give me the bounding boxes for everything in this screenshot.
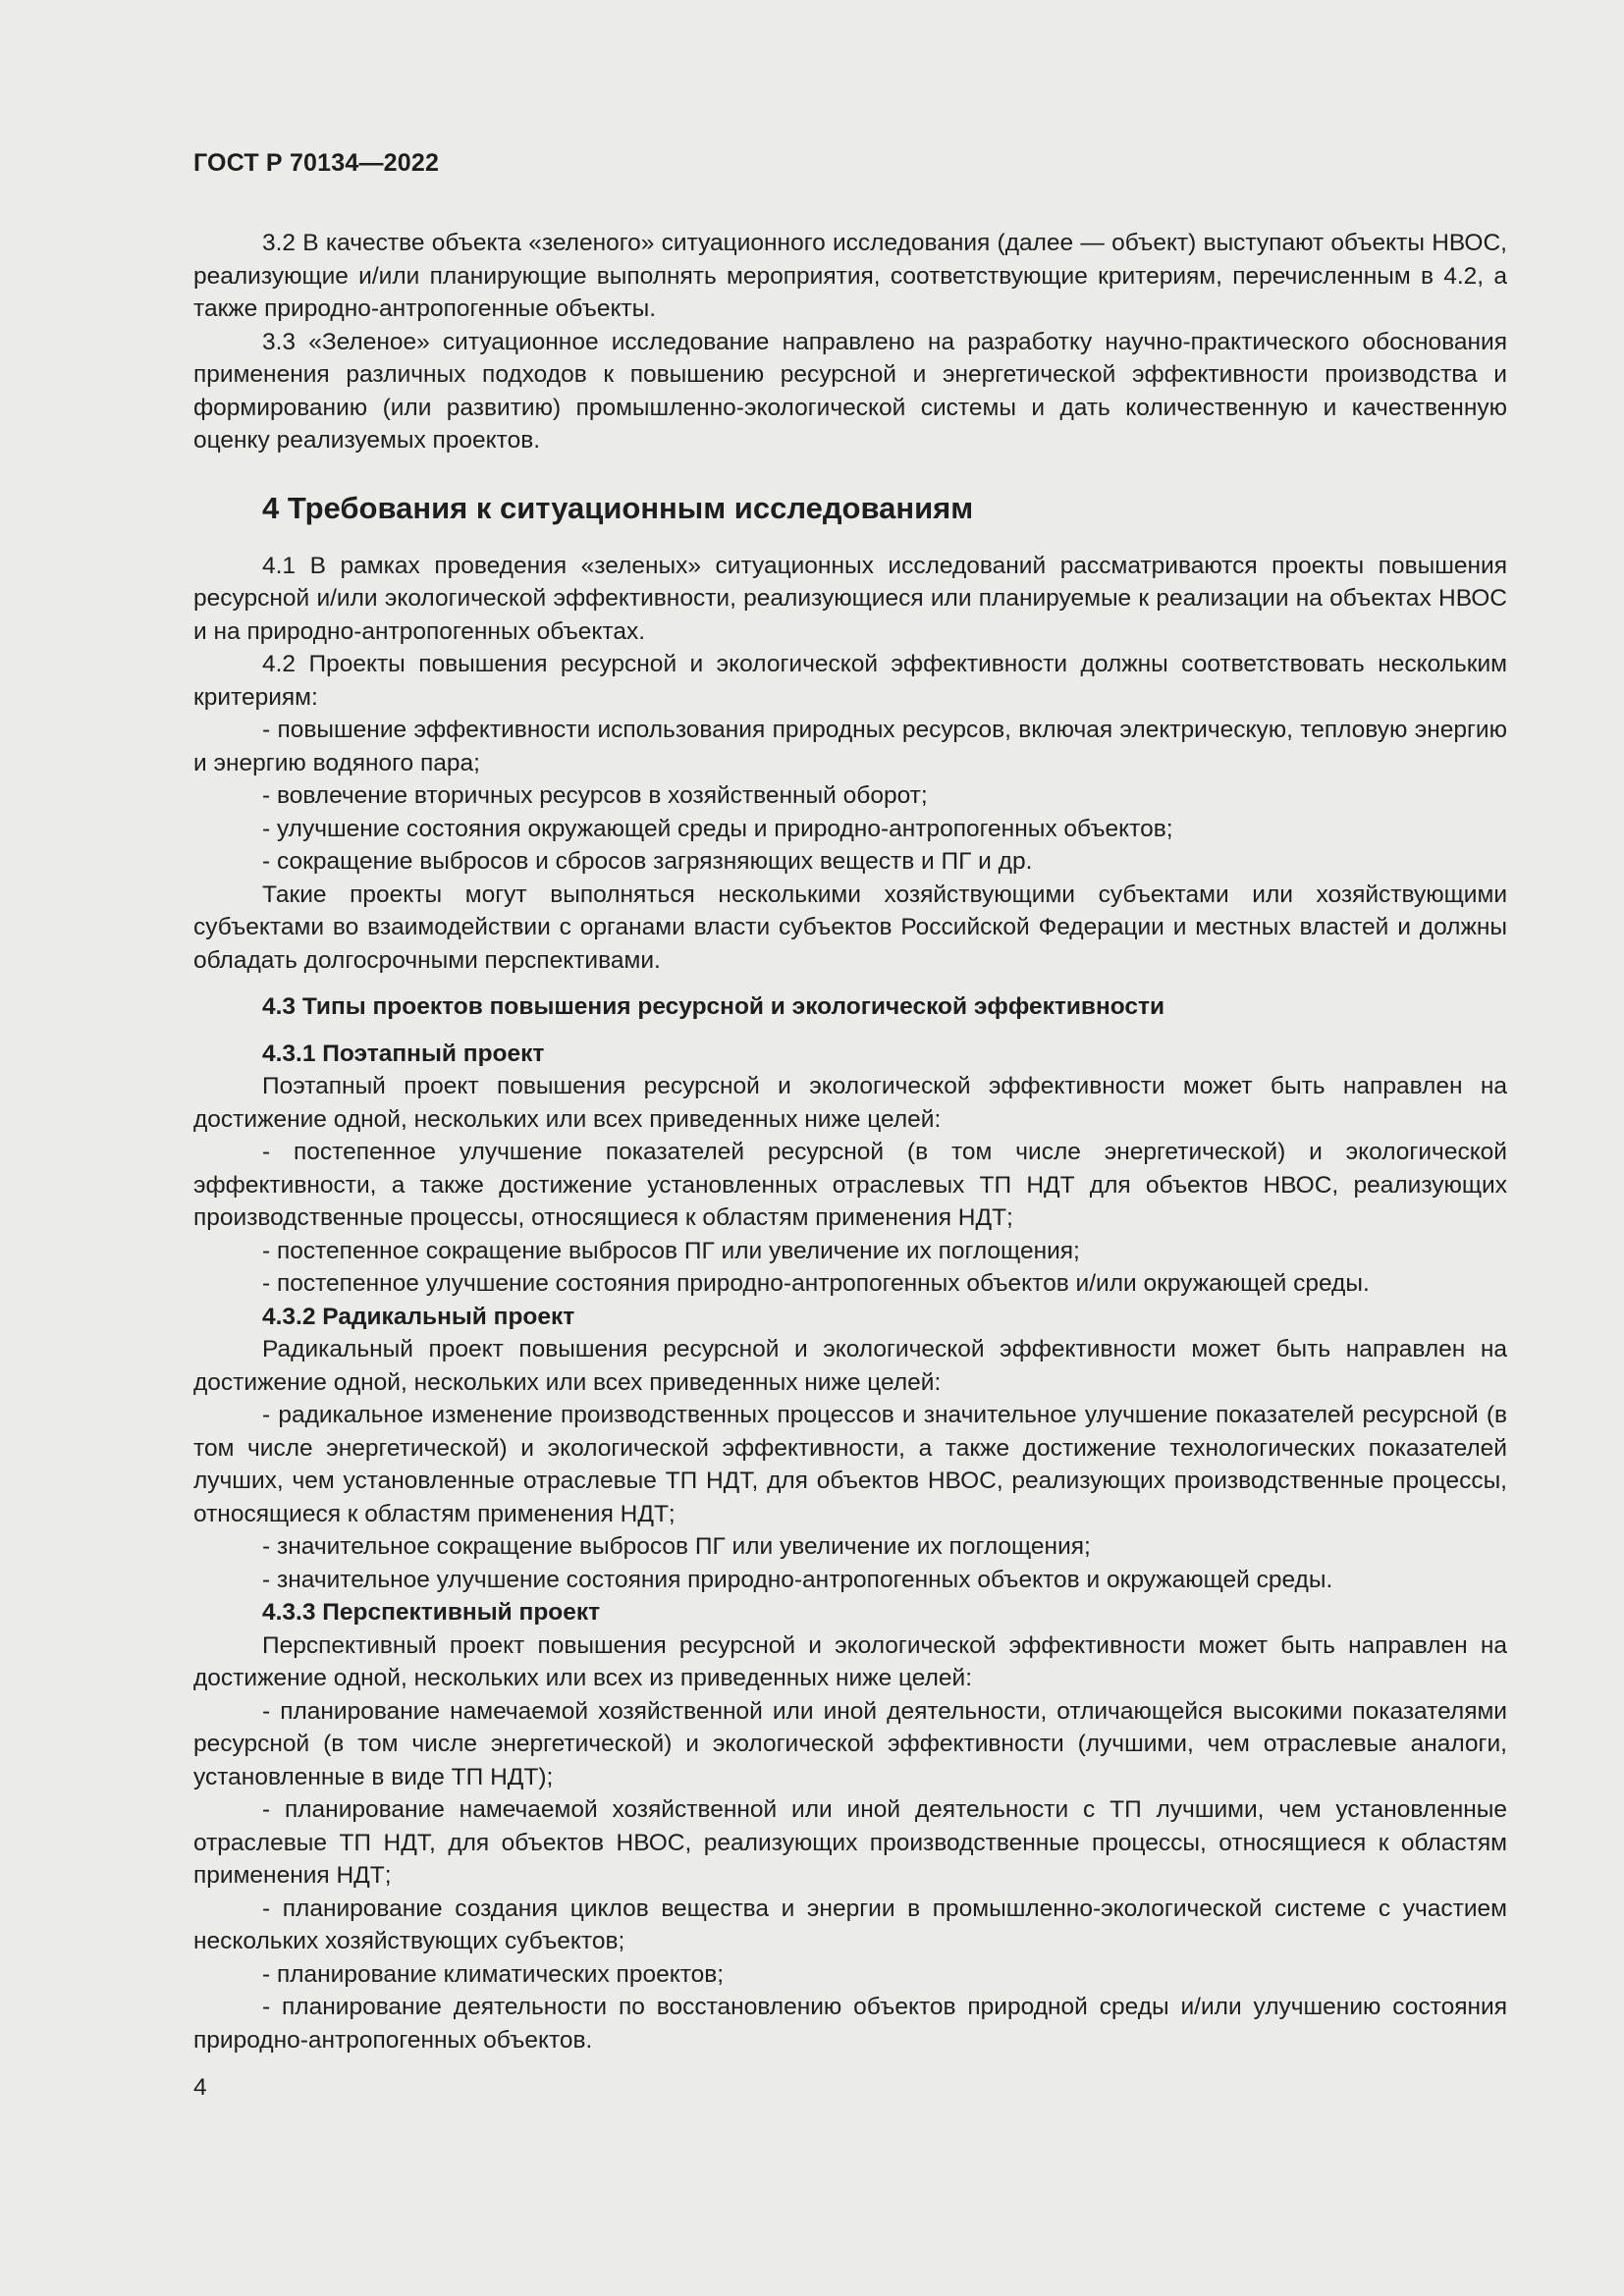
list-item: - значительное сокращение выбросов ПГ или увеличение их поглощения; [262,1533,1091,1560]
paragraph-4-1: 4.1 В рамках проведения «зеленых» ситуационных исследований рассматриваются проекты повышения ресурсной и/или экологической эффективности, реализующиеся или планируемые к реализации на объектах НВОС и на природно-антропогенных объектах. [193,552,1507,645]
list-item: - значительное улучшение состояния природно-антропогенных объектов и окружающей среды. [262,1566,1333,1593]
section-4-3-heading: 4.3 Типы проектов повышения ресурсной и экологической эффективности [262,993,1165,1020]
list-item: - планирование климатических проектов; [262,1960,725,1988]
list-item: - планирование создания циклов вещества и энергии в промышленно-экологической системе с участием нескольких хозяйствующих субъектов; [193,1895,1507,1954]
paragraph-4-3-3: Перспективный проект повышения ресурсной и экологической эффективности может быть направлен на достижение одной, нескольких или всех из приведенных ниже целей: [193,1631,1507,1691]
section-4-heading: 4 Требования к ситуационным исследованиям [262,490,974,525]
paragraph-4-2: 4.2 Проекты повышения ресурсной и экологической эффективности должны соответствовать нескольким критериям: [193,651,1507,711]
document-header: ГОСТ Р 70134—2022 [193,149,440,177]
paragraph-3-2: 3.2 В качестве объекта «зеленого» ситуационного исследования (далее — объект) выступают объекты НВОС, реализующие и/или планирующие выполнять мероприятия, соответствующие критериям, перечисленным в 4.2, а также природно-антропогенные объекты. [193,230,1507,322]
page-number: 4 [193,2074,207,2101]
list-item: - постепенное улучшение показателей ресурсной (в том числе энергетической) и экологической эффективности, а также достижение установленных отраслевых ТП НДТ для объектов НВОС, реализующих производственные процессы, относящиеся к областям применения НДТ; [193,1139,1507,1231]
list-item: - планирование деятельности по восстановлению объектов природной среды и/или улучшению состояния природно-антропогенных объектов. [193,1994,1507,2054]
paragraph-4-3-2: Радикальный проект повышения ресурсной и экологической эффективности может быть направлен на достижение одной, нескольких или всех приведенных ниже целей: [193,1336,1507,1396]
list-item: - сокращение выбросов и сбросов загрязняющих веществ и ПГ и др. [262,848,1033,875]
paragraph-4-3-1: Поэтапный проект повышения ресурсной и экологической эффективности может быть направлен на достижение одной, нескольких или всех приведенных ниже целей: [193,1073,1507,1133]
list-item: - радикальное изменение производственных процессов и значительное улучшение показателей ресурсной (в том числе энергетической) и экологической эффективности, а также достижение технологических показателей лучших, чем установленные отраслевые ТП НДТ, для объектов НВОС, реализующих производственные процессы, относящиеся к областям применения НДТ; [193,1402,1507,1527]
document-page [193,137,1507,2056]
list-item: - планирование намечаемой хозяйственной или иной деятельности, отличающейся высокими показателями ресурсной (в том числе энергетической) и экологической эффективности (лучшими, чем отраслевые аналоги, установленные в виде ТП НДТ); [193,1697,1507,1790]
paragraph-4-2-tail: Такие проекты могут выполняться несколькими хозяйствующими субъектами или хозяйствующими субъектами во взаимодействии с органами власти субъектов Российской Федерации и местных властей и должны обладать долгосрочными перспективами. [193,881,1507,974]
section-4-3-2-heading: 4.3.2 Радикальный проект [262,1303,575,1330]
list-item: - постепенное улучшение состояния природно-антропогенных объектов и/или окружающей среды. [262,1270,1370,1297]
list-item: - улучшение состояния окружающей среды и природно-антропогенных объектов; [262,815,1173,842]
section-4-3-3-heading: 4.3.3 Перспективный проект [262,1599,601,1626]
section-4-3-1-heading: 4.3.1 Поэтапный проект [262,1040,545,1067]
list-item: - повышение эффективности использования природных ресурсов, включая электрическую, тепловую энергию и энергию водяного пара; [193,717,1507,776]
list-item: - постепенное сокращение выбросов ПГ или увеличение их поглощения; [262,1237,1080,1264]
list-item: - вовлечение вторичных ресурсов в хозяйственный оборот; [262,782,928,809]
paragraph-3-3: 3.3 «Зеленое» ситуационное исследование направлено на разработку научно-практического обоснования применения различных подходов к повышению ресурсной и энергетической эффективности производства и формированию (или развитию) промышленно-экологической системы и дать количественную и качественную оценку реализуемых проектов. [193,328,1507,454]
list-item: - планирование намечаемой хозяйственной или иной деятельности с ТП лучшими, чем установленные отраслевые ТП НДТ, для объектов НВОС, реализующих производственные процессы, относящиеся к областям применения НДТ; [193,1796,1507,1889]
